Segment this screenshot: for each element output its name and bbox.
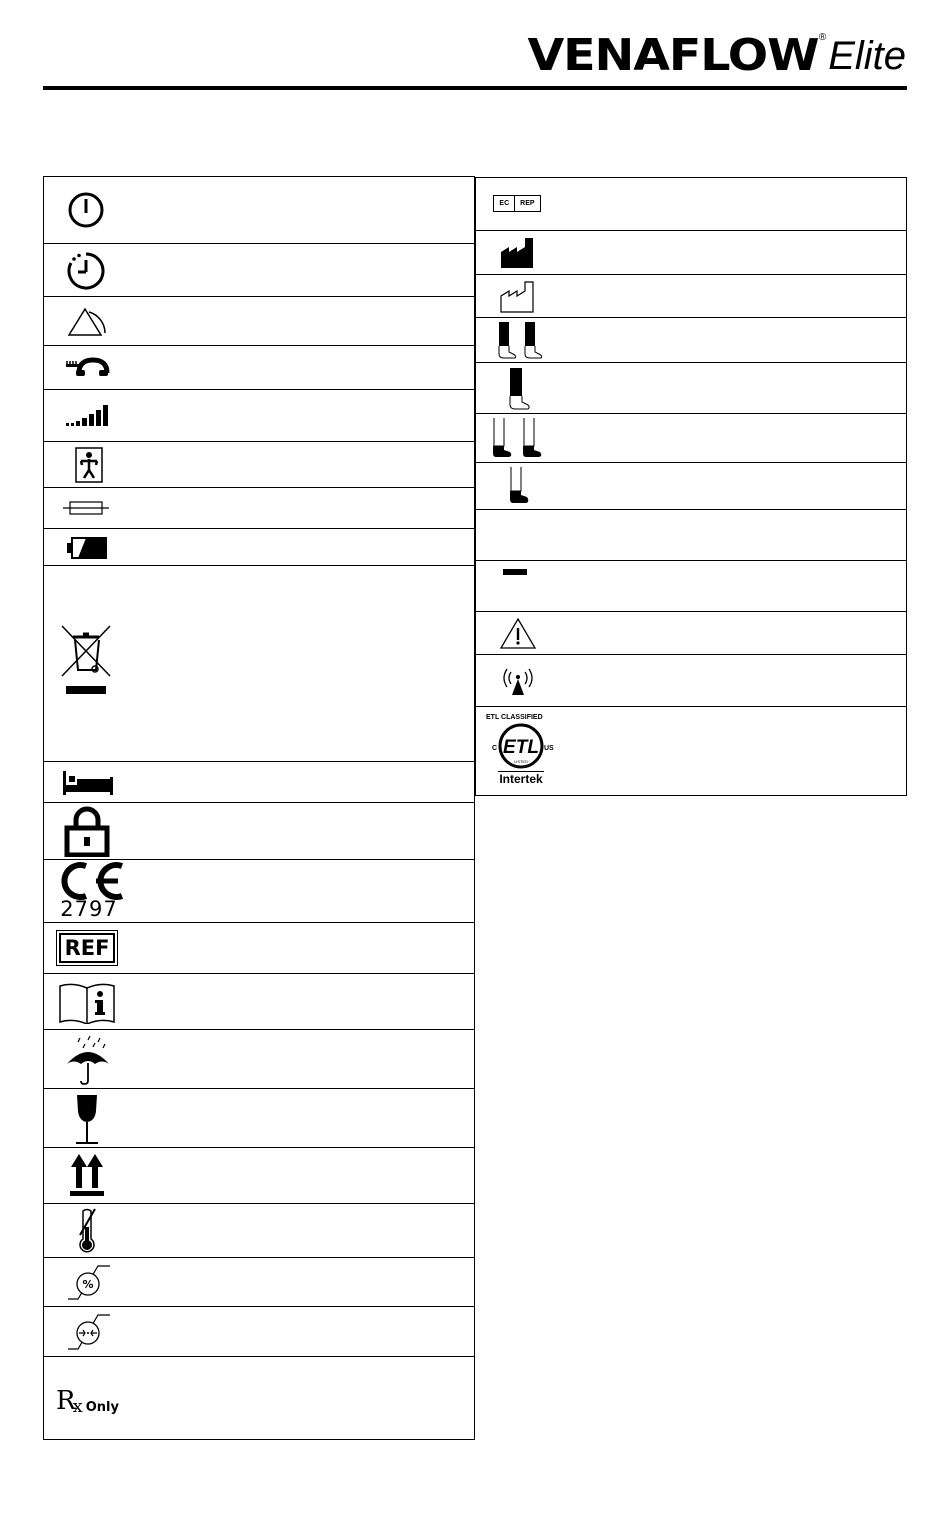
table-row (44, 859, 474, 922)
etl-mark: ETL (503, 737, 539, 758)
table-row (476, 274, 906, 317)
etl-c: C (492, 745, 498, 752)
timer-icon (64, 250, 108, 292)
table-row (476, 362, 906, 413)
brand-name: VENAFLOW (527, 30, 819, 81)
rx-only-icon (56, 1383, 132, 1419)
table-row (44, 565, 474, 761)
table-row (44, 296, 474, 345)
foot-cuff-single-icon (504, 465, 534, 507)
rx-only-label: Only (85, 1399, 119, 1415)
table-row (44, 345, 474, 389)
table-row (44, 802, 474, 859)
blank-row (476, 509, 906, 560)
alarm-silence-icon (64, 303, 110, 339)
keep-dry-icon (62, 1034, 114, 1086)
foot-cuffs-bilateral-icon (488, 416, 548, 460)
table-row (44, 922, 474, 973)
non-ionizing-radiation-icon (498, 663, 538, 699)
table-row (476, 654, 906, 706)
signal-level-icon (64, 402, 110, 428)
rep-label: REP (514, 196, 539, 211)
table-row (44, 487, 474, 528)
etl-listed: LISTED (513, 759, 529, 764)
atmospheric-pressure-limit-icon (64, 1311, 112, 1353)
temperature-limit-icon (74, 1207, 100, 1255)
ce-mark-icon (54, 862, 124, 922)
battery-icon (64, 536, 110, 560)
table-row (44, 761, 474, 802)
table-row (476, 560, 906, 611)
rx-symbol-x: x (72, 1395, 83, 1417)
table-row (44, 1306, 474, 1356)
table-row (44, 1147, 474, 1203)
etl-classified-label: ETL CLASSIFIED (486, 714, 543, 721)
brand-logo (527, 26, 906, 81)
notified-body-number: 2797 (60, 897, 118, 921)
date-of-manufacture-icon (498, 279, 538, 315)
table-row (44, 1257, 474, 1306)
humidity-limit-icon (64, 1262, 112, 1302)
table-row (44, 528, 474, 565)
table-row (44, 1356, 474, 1442)
power-icon (64, 191, 108, 229)
type-bf-applied-part-icon (74, 446, 104, 484)
table-row (44, 441, 474, 487)
table-row (476, 178, 906, 230)
calf-cuff-single-icon (504, 366, 534, 412)
intertek-label: Intertek (499, 772, 543, 786)
warning-icon (498, 615, 538, 651)
percent-glyph: % (82, 1278, 94, 1291)
weee-disposal-icon (58, 622, 114, 700)
calf-cuffs-bilateral-icon (494, 320, 544, 361)
fragile-icon (70, 1093, 104, 1145)
header-rule (43, 86, 907, 90)
ec-rep-box (493, 195, 540, 212)
ref-label: REF (59, 933, 116, 963)
etl-listed-mark-icon (486, 714, 556, 794)
table-row (44, 973, 474, 1029)
lock-icon (64, 805, 110, 857)
table-row (476, 611, 906, 654)
symbol-table-right (475, 177, 907, 796)
table-row (476, 462, 906, 509)
bed-mode-icon (60, 768, 116, 798)
table-row (44, 1088, 474, 1147)
instructions-for-use-icon (58, 980, 116, 1024)
table-row (476, 706, 906, 795)
reference-number-icon (54, 931, 120, 965)
rx-symbol: R (56, 1386, 76, 1416)
table-row (476, 413, 906, 462)
symbol-table-left (43, 176, 475, 1440)
manufacturer-icon (498, 235, 538, 271)
fuse-icon (62, 496, 110, 520)
ec-rep-icon (488, 191, 546, 215)
table-row (476, 230, 906, 274)
table-row (44, 243, 474, 296)
registered-mark: ® (818, 32, 827, 43)
table-row (44, 1029, 474, 1088)
model-name: Elite (828, 34, 906, 78)
pressure-hose-icon (64, 355, 110, 379)
table-row (44, 389, 474, 441)
table-row (44, 177, 474, 243)
ec-label: EC (499, 199, 510, 207)
table-row (44, 1203, 474, 1257)
table-row (476, 317, 906, 362)
direct-current-icon (500, 567, 530, 577)
etl-us: US (544, 745, 554, 752)
this-way-up-icon (68, 1152, 106, 1200)
